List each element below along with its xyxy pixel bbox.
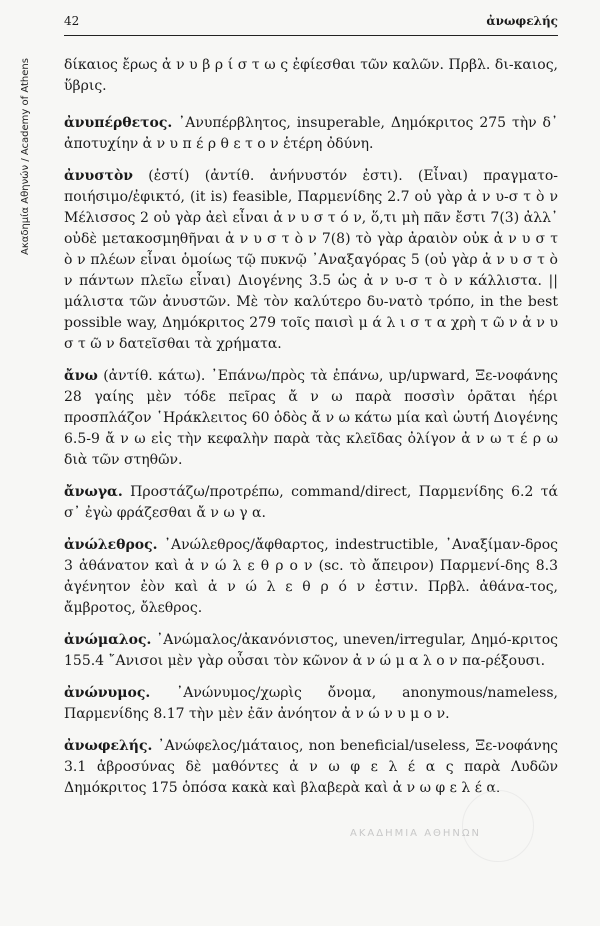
entry-anopheles xyxy=(64,736,558,799)
entry-lemma: ἀνώλεθρος. xyxy=(64,537,158,553)
entry-continuation xyxy=(64,55,558,97)
entry-lemma: ἀνυστὸν xyxy=(64,168,133,184)
entry-lemma: ἄνωγα. xyxy=(64,484,123,500)
academy-watermark: ΑΚΑΔΗΜΙΑ ΑΘΗΝΩΝ xyxy=(350,828,482,839)
running-head: ἀνωφελής xyxy=(486,14,558,28)
page-header xyxy=(64,12,558,36)
header-rule xyxy=(64,35,558,36)
entry-text: ᾽Ανώμαλος/ἀκανόνιστος, uneven/irregular, Δημό-κριτος 155.4 ῎Ανισοι μὲν γὰρ οὖσαι τὸν κῶνον ἀ ν ώ μ α λ ο ν πα-ρέξουσι. xyxy=(64,632,559,669)
entry-text: ᾽Ανώφελος/μάταιος, non beneficial/useless, Ξε-νοφάνης 3.1 ἁβροσύνας δὲ μαθόντες ἀ ν ω φ ε λ έ α ς παρὰ Λυδῶν Δημόκριτος 175 ὁπόσα κακὰ καὶ βλαβερὰ καὶ ἀ ν ω φ ε λ έ α. xyxy=(64,738,559,796)
entry-text: ᾽Ανώλεθρος/ἄφθαρτος, indestructible, ᾽Αναξίμαν-δρος 3 ἀθάνατον καὶ ἀ ν ώ λ ε θ ρ ο ν (sc. τὸ ἄπειρον) Παρμενί-δης 8.3 ἀγένητον ἐὸν καὶ ἀ ν ώ λ ε θ ρ ό ν ἐστιν. Πρβλ. ἀθάνα-τος, ἄμβροτος, ὄλεθρος. xyxy=(64,537,558,616)
entry-anolethros xyxy=(64,535,558,619)
entry-anypertheтos xyxy=(64,113,558,155)
entries-column xyxy=(64,55,558,810)
academy-seal-watermark xyxy=(462,790,534,862)
entry-text: ᾽Ανώνυμος/χωρὶς ὄνομα, anonymous/nameless, Παρμενίδης 8.17 τὴν μὲν ἐᾶν ἀνόητον ἀ ν ώ ν υ μ ο ν. xyxy=(64,685,558,722)
entry-anoga xyxy=(64,482,558,524)
entry-anonymos xyxy=(64,683,558,725)
entry-lemma: ἀνώνυμος. xyxy=(64,685,151,701)
entry-text: ᾽Ανυπέρβλητος, insuperable, Δημόκριτος 275 τὴν δ᾽ ἀποτυχίην ἀ ν υ π έ ρ θ ε τ ο ν ἑτέρη ὀδύνη. xyxy=(64,115,558,152)
entry-text: Προστάζω/προτρέπω, command/direct, Παρμενίδης 6.2 τά σ᾽ ἐγὼ φράζεσθαι ἄ ν ω γ α. xyxy=(64,484,558,521)
entry-text: δίκαιος ἔρως ἀ ν υ β ρ ί σ τ ω ς ἐφίεσθαι τῶν καλῶν. Πρβλ. δι-καιος, ὕβρις. xyxy=(64,57,558,94)
page-number: 42 xyxy=(64,14,80,28)
entry-lemma: ἀνωφελής. xyxy=(64,738,153,754)
entry-anyston xyxy=(64,166,558,355)
entry-text: (ἀντίθ. κάτω). ᾽Επάνω/πρὸς τὰ ἐπάνω, up/upward, Ξε-νοφάνης 28 γαίης μὲν τόδε πεῖρας ἄ ν ω παρὰ ποσσὶν ὁρᾶται ἠέρι προσπλάζον ῾Ηράκλειτος 60 ὁδὸς ἄ ν ω κάτω μία καὶ ὡυτή Διογένης 6.5-9 ἄ ν ω εἰς τὴν κεφαλὴν παρὰ τὰς κλεῖδας ὀλίγον ἀ ν ω τ έ ρ ω διὰ τῶν στηθῶν. xyxy=(64,368,558,468)
entry-anomalos xyxy=(64,630,558,672)
entry-lemma: ἄνω xyxy=(64,368,98,384)
entry-text: (ἐστί) (ἀντίθ. ἀνήνυστόν ἐστι). (Εἶναι) πραγματο-ποιήσιμο/ἐφικτό, (it is) feasible, Παρμενίδης 2.7 οὐ γὰρ ἀ ν υ-σ τ ὸ ν Μέλισσος 2 οὐ γὰρ ἀεὶ εἶναι ἀ ν υ σ τ ό ν, ὅ,τι μὴ πᾶν ἔστι 7(3) ἀλλ᾽ οὐδὲ μετακοσμηθῆναι ἀ ν υ σ τ ὸ ν 7(8) τὸ γὰρ ἀραιὸν οὐκ ἀ ν υ σ τ ὸ ν πλέων εἶναι ὁμοίως τῷ πυκνῷ ᾽Αναξαγόρας 5 (οὐ γὰρ ἀ ν υ σ τ ὸ ν πάντων πλεῖω εἶναι) Διογένης 3.5 ὡς ἀ ν υ-σ τ ὸ ν κάλλιστα. || μάλιστα τῶν ἀνυστῶν. Μὲ τὸν καλύτερο δυ-νατὸ τρόπο, in the best possible way, Δημόκριτος 279 τοῖς παισὶ μ ά λ ι σ τ α χρὴ τ ῶ ν ἀ ν υ σ τ ῶ ν δατεῖσθαι τὰ χρήματα. xyxy=(64,168,558,352)
sidebar-credit: Ακαδημία Αθηνών / Academy of Athens xyxy=(20,58,31,255)
entry-lemma: ἀνυπέρθετος. xyxy=(64,115,173,131)
entry-ano xyxy=(64,366,558,471)
entry-lemma: ἀνώμαλος. xyxy=(64,632,152,648)
